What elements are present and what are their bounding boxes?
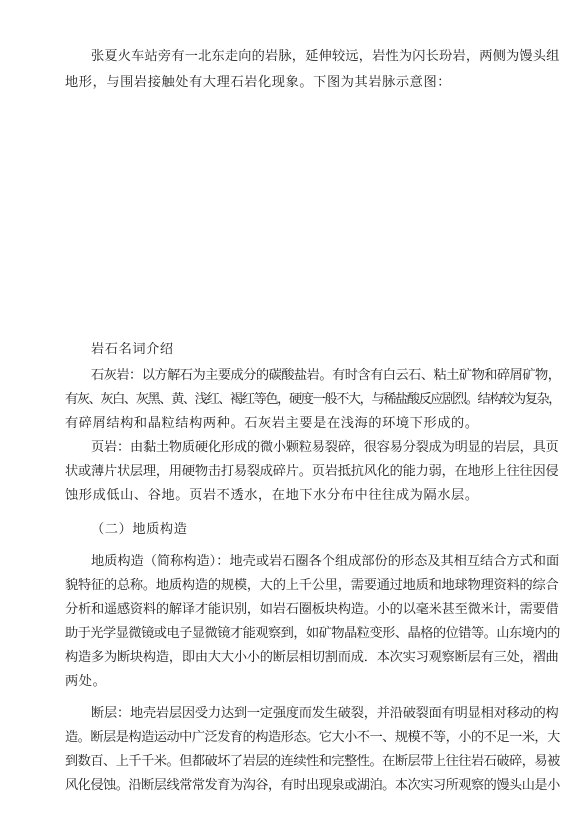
text-line: 有碎屑结构和晶粒结构两种。石灰岩主要是在浅海的环境下形成的。 xyxy=(65,416,479,431)
text-line: 地质构造（简称构造）：地壳或岩石圈各个组成部份的形态及其相互结合方式和面 xyxy=(91,554,560,569)
text-line: 页岩：由黏土物质硬化形成的微小颗粒易裂碎，很容易分裂成为明显的岩层，具页 xyxy=(91,440,559,455)
dike-diagram-area xyxy=(90,150,490,320)
text-line: 地形，与围岩接触处有大理石岩化现象。下图为其岩脉示意图： xyxy=(65,75,452,90)
text-line: 风化侵蚀。沿断层线常常发育为沟谷，有时出现泉或湖泊。本次实习所观察的馒头山是小 xyxy=(65,778,560,793)
text-line: 分析和遥感资料的解译才能识别，如岩石圈板块构造。小的以毫米甚至微米计，需要借 xyxy=(65,602,559,617)
text-line: 到数百、上千千米。但都破坏了岩层的连续性和完整性。在断层带上往往岩石破碎，易被 xyxy=(65,754,560,769)
text-line: 石灰岩：以方解石为主要成分的碳酸盐岩。有时含有白云石、粘土矿物和碎屑矿物， xyxy=(91,368,561,383)
text-line: 造。断层是构造运动中广泛发育的构造形态。它大小不一、规模不等，小的不足一米，大 xyxy=(65,730,560,745)
text-line: 构造多为断块构造，即由大大小小的断层相切割而成．本次实习观察断层有三处，褶曲 xyxy=(65,650,559,665)
text-line: 张夏火车站旁有一北东走向的岩脉，延伸较远，岩性为闪长玢岩，两侧为馒头组 xyxy=(91,49,560,64)
text-line: 有灰、灰白、灰黑、黄、浅红、褐红等色，硬度一般不大，与稀盐酸反应剧烈。结构较为复杂， xyxy=(65,392,561,407)
text-line: 断层：地壳岩层因受力达到一定强度而发生破裂，并沿破裂面有明显相对移动的构 xyxy=(91,706,559,721)
text-line: 助于光学显微镜或电子显微镜才能观察到，如矿物晶粒变形、晶格的位错等。山东境内的 xyxy=(65,626,560,641)
text-line: 两处。 xyxy=(65,674,107,689)
section-heading: （二）地质构造 xyxy=(91,522,188,537)
text-line: 蚀形成低山、谷地。页岩不透水，在地下水分布中往往成为隔水层。 xyxy=(65,488,479,503)
text-line: 貌特征的总称。地质构造的规模，大的上千公里，需要通过地质和地球物理资料的综合 xyxy=(65,578,559,593)
section-heading: 岩石名词介绍 xyxy=(91,342,174,357)
text-line: 状或薄片状层理，用硬物击打易裂成碎片。页岩抵抗风化的能力弱，在地形上往往因侵 xyxy=(65,464,559,479)
